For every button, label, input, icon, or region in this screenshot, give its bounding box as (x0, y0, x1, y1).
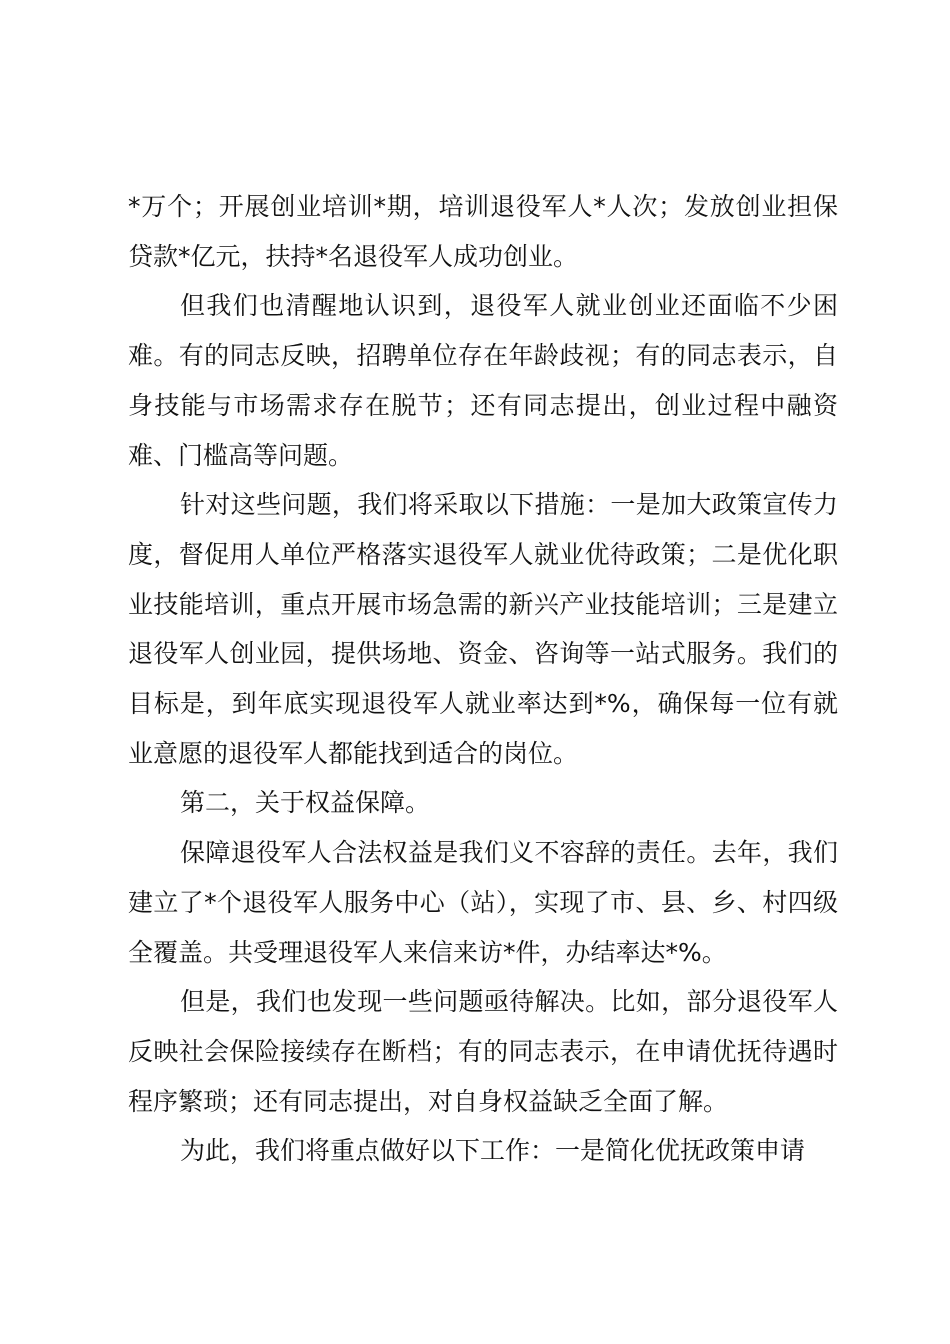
paragraph: 但我们也清醒地认识到，退役军人就业创业还面临不少困难。有的同志反映，招聘单位存在年龄歧视；有的同志表示，自身技能与市场需求存在脱节；还有同志提出，创业过程中融资难、门槛高等问题。 (128, 291, 838, 470)
document-body (128, 182, 838, 1176)
paragraph: 保障退役军人合法权益是我们义不容辞的责任。去年，我们建立了*个退役军人服务中心（站），实现了市、县、乡、村四级全覆盖。共受理退役军人来信来访*件，办结率达*%。 (128, 838, 838, 967)
paragraph: 但是，我们也发现一些问题亟待解决。比如，部分退役军人反映社会保险接续存在断档；有的同志表示，在申请优抚待遇时程序繁琐；还有同志提出，对自身权益缺乏全面了解。 (128, 987, 838, 1116)
paragraph: 针对这些问题，我们将采取以下措施：一是加大政策宣传力度，督促用人单位严格落实退役军人就业优待政策；二是优化职业技能培训，重点开展市场急需的新兴产业技能培训；三是建立退役军人创业园，提供场地、资金、咨询等一站式服务。我们的目标是，到年底实现退役军人就业率达到*%，确保每一位有就业意愿的退役军人都能找到适合的岗位。 (128, 490, 838, 768)
section-heading: 第二，关于权益保障。 (180, 788, 431, 818)
paragraph: 为此，我们将重点做好以下工作：一是简化优抚政策申请 (180, 1136, 806, 1166)
paragraph: *万个；开展创业培训*期，培训退役军人*人次；发放创业担保贷款*亿元，扶持*名退役军人成功创业。 (128, 192, 838, 271)
